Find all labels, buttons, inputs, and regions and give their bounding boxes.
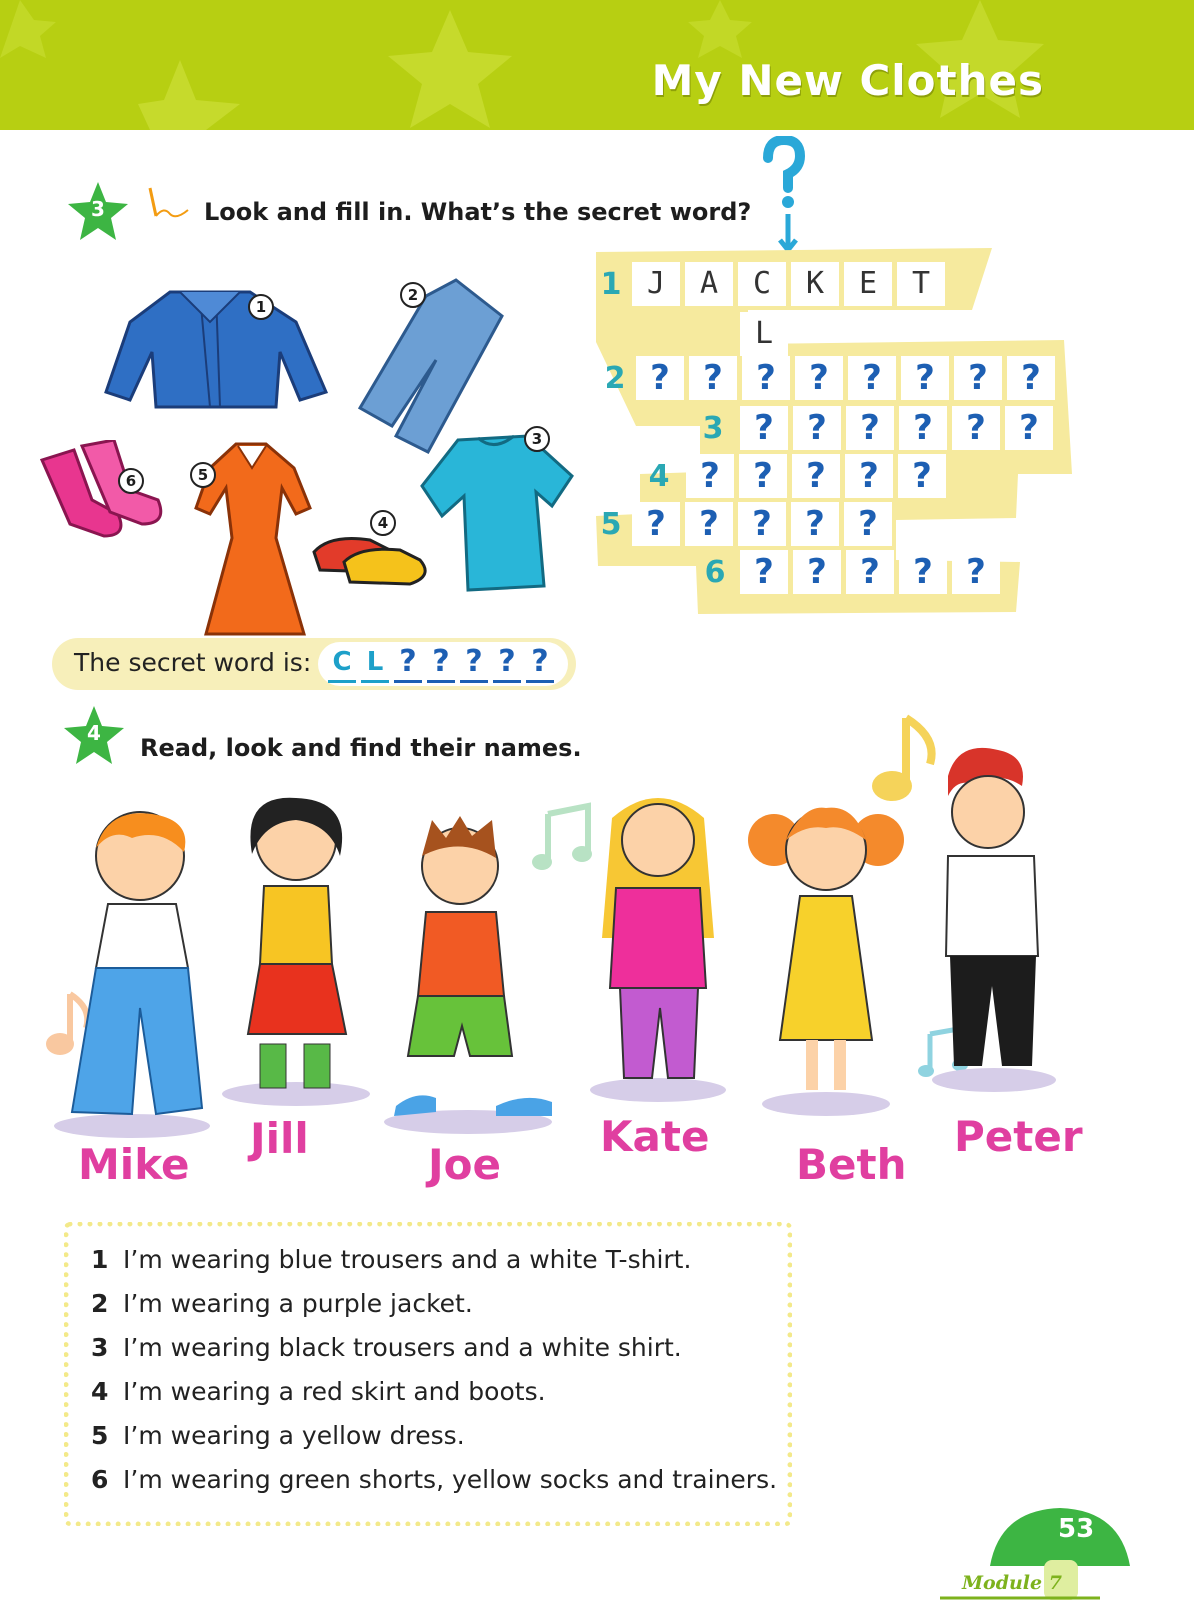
exercise-number: 4 xyxy=(87,721,101,745)
crossword-cell[interactable]: ? xyxy=(740,550,788,594)
crossword-row xyxy=(596,312,1096,358)
sentence-item: 2 I’m wearing a purple jacket. xyxy=(91,1289,473,1318)
exercise-number: 3 xyxy=(91,197,105,221)
character-beth-illustration xyxy=(744,800,914,1124)
item-number: 5 xyxy=(190,462,216,488)
secret-word-letter[interactable]: ? xyxy=(526,644,554,683)
crossword-row xyxy=(596,550,1096,596)
item-number: 6 xyxy=(118,468,144,494)
crossword-row xyxy=(596,454,1096,500)
secret-word-letter[interactable]: ? xyxy=(460,644,488,683)
exercise-3-badge xyxy=(66,180,130,244)
crossword-cell[interactable]: ? xyxy=(791,502,839,546)
sentence-item: 1 I’m wearing blue trousers and a white T-shirt. xyxy=(91,1245,692,1274)
t-shirt-illustration xyxy=(418,426,578,600)
character-name-mike: Mike xyxy=(78,1140,190,1189)
jacket-illustration xyxy=(100,282,330,426)
crossword-cell[interactable]: ? xyxy=(689,356,737,400)
secret-word-answer xyxy=(318,642,568,686)
secret-word-letter[interactable]: ? xyxy=(427,644,455,683)
crossword-row-number: 5 xyxy=(600,507,622,542)
crossword-cell[interactable]: ? xyxy=(739,454,787,498)
sentence-item: 4 I’m wearing a red skirt and boots. xyxy=(91,1377,546,1406)
crossword-cell[interactable]: ? xyxy=(952,550,1000,594)
crossword-cell[interactable]: ? xyxy=(792,454,840,498)
crossword-cell[interactable]: ? xyxy=(848,356,896,400)
item-number: 4 xyxy=(370,510,396,536)
dress-illustration xyxy=(186,438,316,642)
crossword-cell[interactable]: ? xyxy=(845,454,893,498)
crossword-row xyxy=(596,502,1096,548)
crossword-cell[interactable]: L xyxy=(740,312,788,356)
exercise-3-instruction: Look and fill in. What’s the secret word? xyxy=(204,198,752,226)
crossword-cell[interactable]: C xyxy=(738,262,786,306)
crossword-cell[interactable]: A xyxy=(685,262,733,306)
crossword-row-number: 4 xyxy=(648,459,670,494)
crossword-cell[interactable]: ? xyxy=(636,356,684,400)
character-joe-illustration xyxy=(376,816,566,1150)
crossword-cell[interactable]: ? xyxy=(738,502,786,546)
page-header xyxy=(0,0,1194,130)
secret-word-letter[interactable]: ? xyxy=(493,644,521,683)
exercise-4-instruction: Read, look and find their names. xyxy=(140,734,582,762)
crossword-cell[interactable]: ? xyxy=(899,550,947,594)
question-arrow-icon xyxy=(754,136,810,256)
crossword-cell[interactable]: J xyxy=(632,262,680,306)
crossword-row-number: 3 xyxy=(702,411,724,446)
exercise-4-badge xyxy=(62,704,126,768)
item-number: 1 xyxy=(248,294,274,320)
crossword-cell[interactable]: ? xyxy=(846,550,894,594)
secret-word-box xyxy=(52,638,576,690)
crossword-cell[interactable]: K xyxy=(791,262,839,306)
crossword-cell[interactable]: ? xyxy=(740,406,788,450)
crossword-cell[interactable]: ? xyxy=(742,356,790,400)
pencil-write-icon xyxy=(140,186,192,226)
crossword-cell[interactable]: ? xyxy=(844,502,892,546)
crossword-cell[interactable]: ? xyxy=(632,502,680,546)
crossword-grid xyxy=(596,248,1096,628)
page-footer xyxy=(940,1506,1140,1606)
crossword-cell[interactable]: ? xyxy=(686,454,734,498)
secret-word-letter[interactable]: C xyxy=(328,644,356,683)
character-name-kate: Kate xyxy=(600,1112,710,1161)
secret-word-letter[interactable]: ? xyxy=(394,644,422,683)
crossword-row-number: 2 xyxy=(604,361,626,396)
crossword-cell[interactable]: ? xyxy=(793,406,841,450)
crossword-row-number: 6 xyxy=(704,555,726,590)
character-kate-illustration xyxy=(582,788,732,1112)
character-mike-illustration xyxy=(52,808,222,1142)
crossword-cell[interactable]: ? xyxy=(685,502,733,546)
sentence-item: 3 I’m wearing black trousers and a white shirt. xyxy=(91,1333,682,1362)
item-number: 3 xyxy=(524,426,550,452)
crossword-cell[interactable]: E xyxy=(844,262,892,306)
crossword-row xyxy=(596,262,1096,308)
sentence-item: 5 I’m wearing a yellow dress. xyxy=(91,1421,465,1450)
character-name-jill: Jill xyxy=(250,1114,309,1163)
shoes-illustration xyxy=(310,510,440,594)
crossword-cell[interactable]: ? xyxy=(901,356,949,400)
crossword-row xyxy=(596,406,1096,452)
character-name-joe: Joe xyxy=(428,1140,501,1189)
socks-illustration xyxy=(34,440,174,554)
character-name-beth: Beth xyxy=(796,1140,907,1189)
character-peter-illustration xyxy=(918,746,1068,1100)
crossword-cell[interactable]: ? xyxy=(793,550,841,594)
crossword-row xyxy=(596,356,1096,402)
crossword-cell[interactable]: ? xyxy=(1007,356,1055,400)
crossword-row-number: 1 xyxy=(600,267,622,302)
crossword-cell[interactable]: T xyxy=(897,262,945,306)
page-number: 53 xyxy=(1058,1514,1095,1544)
crossword-cell[interactable]: ? xyxy=(954,356,1002,400)
crossword-cell[interactable]: ? xyxy=(899,406,947,450)
secret-word-letter[interactable]: L xyxy=(361,644,389,683)
sentences-box xyxy=(64,1222,792,1526)
character-name-peter: Peter xyxy=(954,1112,1083,1161)
crossword-cell[interactable]: ? xyxy=(846,406,894,450)
page-title: My New Clothes xyxy=(651,56,1044,105)
crossword-cell[interactable]: ? xyxy=(898,454,946,498)
crossword-cell[interactable]: ? xyxy=(952,406,1000,450)
character-jill-illustration xyxy=(212,794,382,1118)
sentence-item: 6 I’m wearing green shorts, yellow socks and trainers. xyxy=(91,1465,778,1494)
secret-word-label: The secret word is: xyxy=(74,648,312,677)
item-number: 2 xyxy=(400,282,426,308)
crossword-cell[interactable]: ? xyxy=(795,356,843,400)
module-label: Module 7 xyxy=(962,1572,1062,1594)
crossword-cell[interactable]: ? xyxy=(1005,406,1053,450)
